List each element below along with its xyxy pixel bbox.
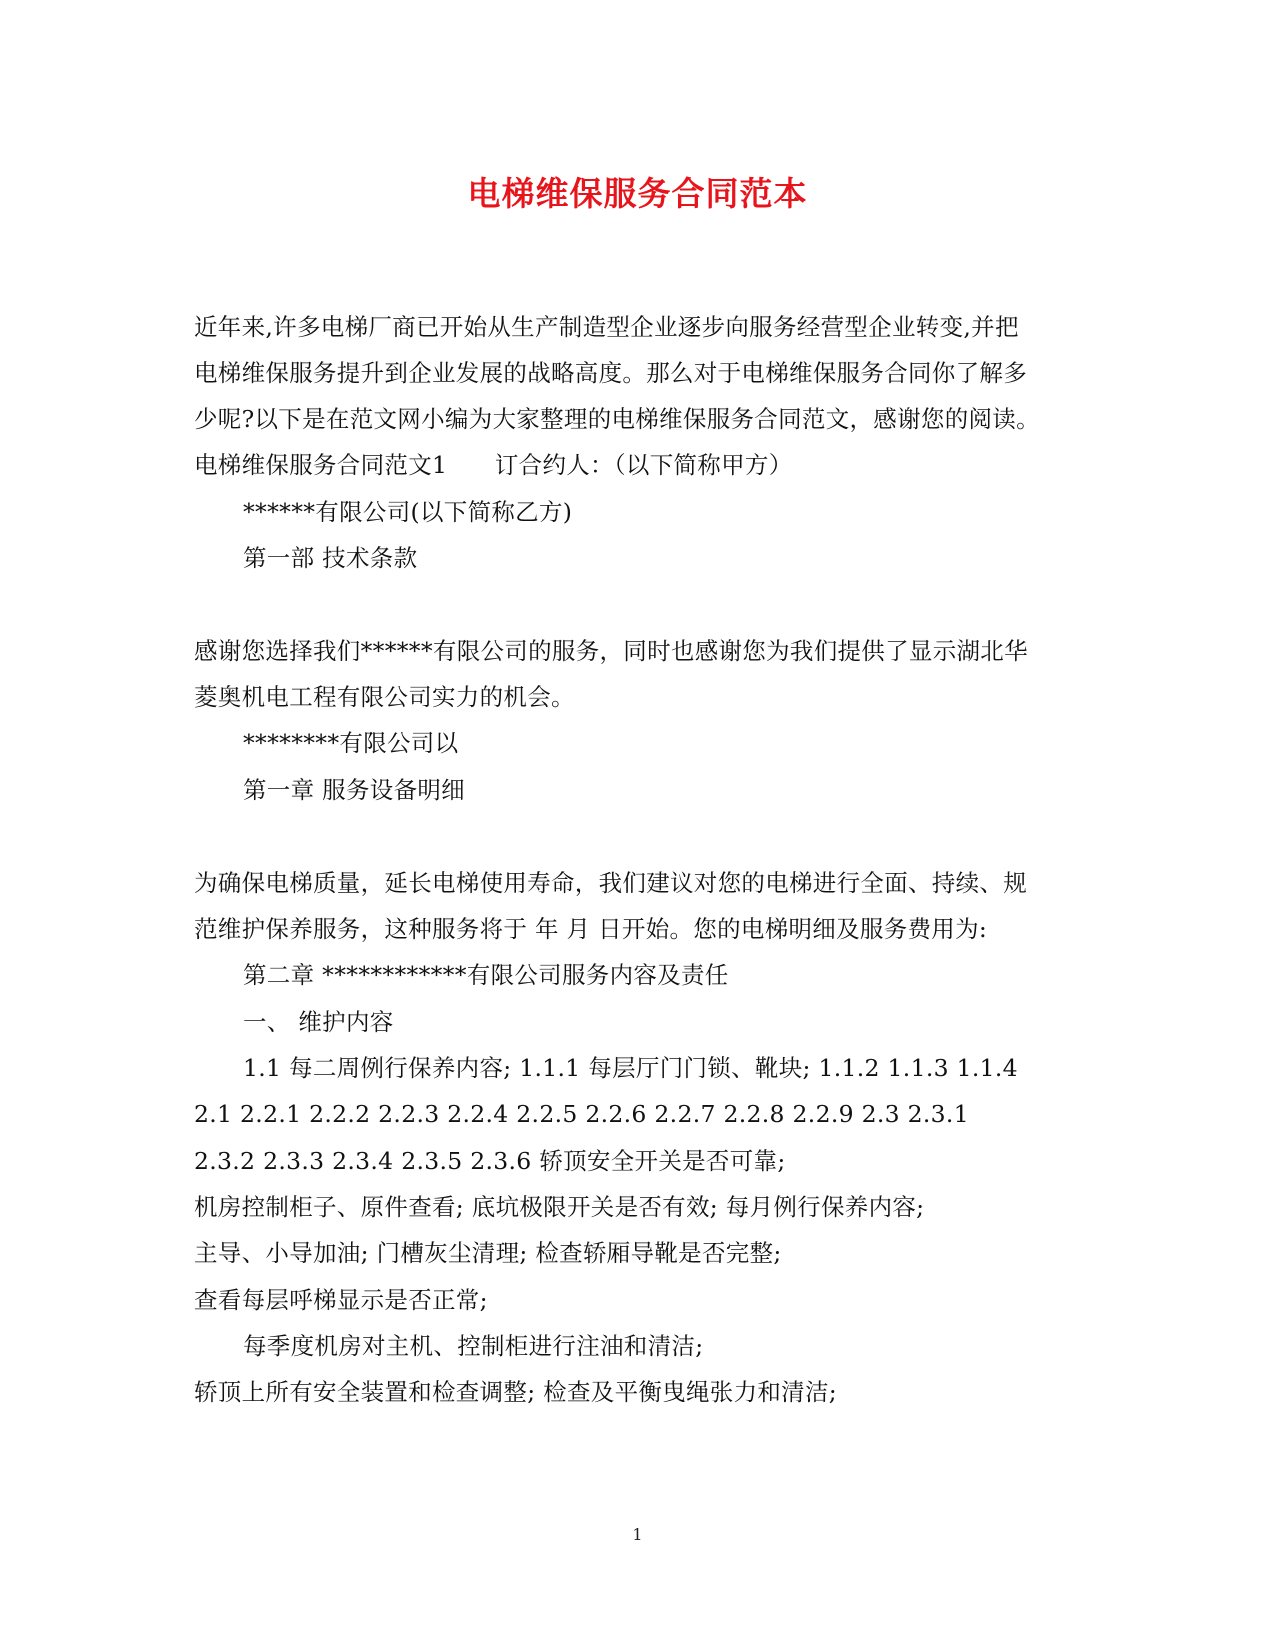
paragraph-line: 每季度机房对主机、控制柜进行注油和清洁; xyxy=(243,1332,704,1360)
paragraph-line: 1.1 每二周例行保养内容; 1.1.1 每层厅门门锁、靴块; 1.1.2 1.1.3 1.1.4 xyxy=(243,1054,1018,1082)
section-heading: 第一部 技术条款 xyxy=(243,544,418,572)
paragraph-line: 查看每层呼梯显示是否正常; xyxy=(194,1286,488,1314)
paragraph-line: 轿顶上所有安全装置和检查调整; 检查及平衡曳绳张力和清洁; xyxy=(194,1378,838,1406)
chapter-heading: 第二章 ************有限公司服务内容及责任 xyxy=(243,961,729,989)
paragraph-line: 菱奥机电工程有限公司实力的机会。 xyxy=(194,683,575,711)
paragraph-line: 电梯维保服务提升到企业发展的战略高度。那么对于电梯维保服务合同你了解多 xyxy=(194,359,1027,387)
paragraph-line: 为确保电梯质量，延长电梯使用寿命，我们建议对您的电梯进行全面、持续、规 xyxy=(194,869,1027,897)
paragraph-line: 2.3.2 2.3.3 2.3.4 2.3.5 2.3.6 轿顶安全开关是否可靠; xyxy=(194,1147,786,1175)
chapter-heading: 第一章 服务设备明细 xyxy=(243,776,465,804)
paragraph-line: ********有限公司以 xyxy=(243,729,459,757)
paragraph-line: 电梯维保服务合同范文1 订合约人：（以下简称甲方） xyxy=(194,451,793,479)
paragraph-line: 主导、小导加油; 门槽灰尘清理; 检查轿厢导靴是否完整; xyxy=(194,1239,782,1267)
list-heading: 一、 维护内容 xyxy=(243,1008,394,1036)
paragraph-line: 机房控制柜子、原件查看; 底坑极限开关是否有效; 每月例行保养内容; xyxy=(194,1193,925,1221)
paragraph-line: 感谢您选择我们******有限公司的服务，同时也感谢您为我们提供了显示湖北华 xyxy=(194,637,1028,665)
paragraph-line: 2.1 2.2.1 2.2.2 2.2.3 2.2.4 2.2.5 2.2.6 2.2.7 2.2.8 2.2.9 2.3 2.3.1 xyxy=(194,1100,969,1128)
paragraph-line: 近年来,许多电梯厂商已开始从生产制造型企业逐步向服务经营型企业转变,并把 xyxy=(194,313,1019,341)
page-number: 1 xyxy=(632,1525,643,1544)
document-title: 电梯维保服务合同范本 xyxy=(467,174,808,213)
paragraph-line: 范维护保养服务，这种服务将于 年 月 日开始。您的电梯明细及服务费用为: xyxy=(194,915,988,943)
paragraph-line: 少呢?以下是在范文网小编为大家整理的电梯维保服务合同范文，感谢您的阅读。 xyxy=(194,405,1040,433)
paragraph-line: ******有限公司(以下简称乙方) xyxy=(243,498,573,526)
